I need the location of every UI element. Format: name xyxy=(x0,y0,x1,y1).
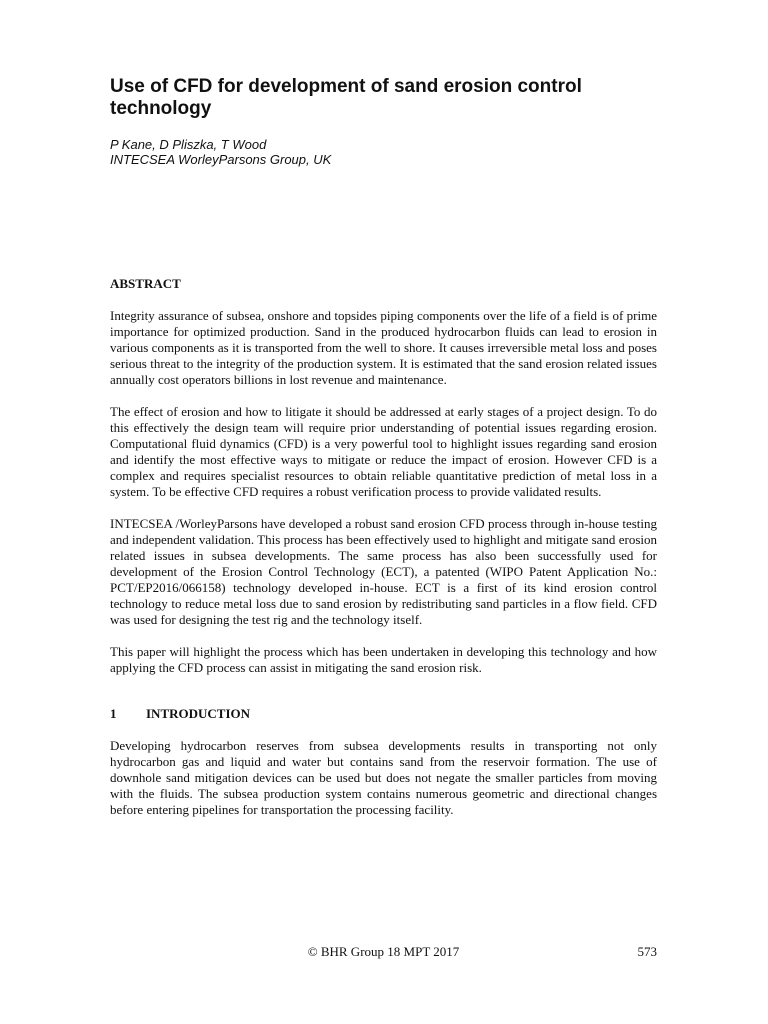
introduction-paragraph-1: Developing hydrocarbon reserves from subsea developments results in transporting not only hydrocarbon gas and liquid and water but contains sand from the reservoir formation. The use of downhole sand mitigation devices can be used but does not negate the smaller particles from moving with the fluids. The subsea production system contains numerous geometric and directional changes before entering pipelines for transportation the processing facility. xyxy=(110,738,657,817)
abstract-paragraph-4: This paper will highlight the process which has been undertaken in developing this technology and how applying the CFD process can assist in mitigating the sand erosion risk. xyxy=(110,644,657,675)
author-block xyxy=(110,137,670,167)
abstract-paragraph-2: The effect of erosion and how to litigate it should be addressed at early stages of a project design. To do this effectively the design team will require prior understanding of potential issues regarding erosion. Computational fluid dynamics (CFD) is a very powerful tool to highlight issues regarding sand erosion and identify the most effective ways to mitigate or reduce the impact of erosion. However CFD is a complex and requires specialist resources to obtain reliable quantitative prediction of metal loss in a system. To be effective CFD requires a robust verification process to provide validated results. xyxy=(110,404,657,499)
abstract-paragraph-3: INTECSEA /WorleyParsons have developed a robust sand erosion CFD process through in-house testing and independent validation. This process has been effectively used to highlight and mitigate sand erosion related issues in subsea developments. The same process has also been successfully used for development of the Erosion Control Technology (ECT), a patented (WIPO Patent Application No.: PCT/EP2016/066158) technology developed in-house. ECT is a first of its kind erosion control technology to reduce metal loss due to sand erosion by redistributing sand particles in a flow field. CFD was used for designing the test rig and the technology itself. xyxy=(110,516,657,627)
page-number: 573 xyxy=(637,944,657,959)
abstract-heading: ABSTRACT xyxy=(110,276,181,291)
section-title: INTRODUCTION xyxy=(146,706,251,721)
body-text xyxy=(110,276,657,834)
footer-copyright: © BHR Group 18 MPT 2017 xyxy=(307,944,460,959)
page-footer xyxy=(110,944,657,960)
author-affiliation: INTECSEA WorleyParsons Group, UK xyxy=(110,152,332,167)
author-names: P Kane, D Pliszka, T Wood xyxy=(110,137,267,152)
section-number: 1 xyxy=(110,706,117,721)
abstract-paragraph-1: Integrity assurance of subsea, onshore and topsides piping components over the life of a field is of prime importance for optimized production. Sand in the produced hydrocarbon fluids can lead to erosion in various components as it is transported from the well to shore. It causes irreversible metal loss and poses serious threat to the integrity of the production system. It is estimated that the sand erosion related issues annually cost operators billions in lost revenue and maintenance. xyxy=(110,308,657,387)
paper-title: Use of CFD for development of sand erosion control technology xyxy=(110,76,582,119)
introduction-heading xyxy=(110,706,657,722)
